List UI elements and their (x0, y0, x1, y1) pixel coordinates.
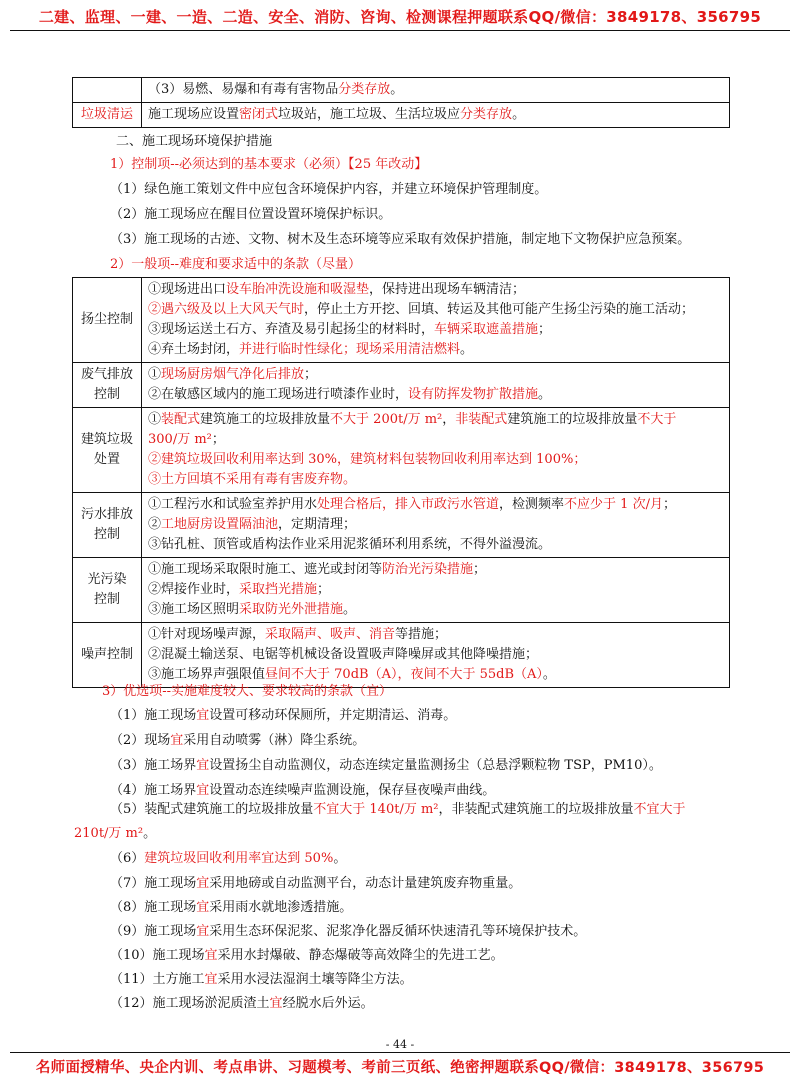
list-item: （2）施工现场应在醒目位置设置环境保护标识。 (110, 207, 392, 222)
page-number: - 44 - (385, 1038, 415, 1051)
table-cell: ①施工现场采取限时施工、遮光或封闭等防治光污染措施； ②焊接作业时，采取挡光措施； ③施工场区照明采取防光外泄措施。 (142, 558, 730, 623)
table-cell: 施工现场应设置密闭式垃圾站，施工垃圾、生活垃圾应分类存放。 (142, 103, 730, 128)
list-item: （12）施工现场淤泥质渣土宜经脱水后外运。 (110, 996, 374, 1011)
control-heading: 1）控制项--必须达到的基本要求（必须）【25 年改动】 (110, 157, 428, 172)
table-cell: （3）易燃、易爆和有毒有害物品分类存放。 (142, 78, 730, 103)
bottom-banner: 名师面授精华、央企内训、考点串讲、习题模考、考前三页纸、绝密押题联系QQ/微信：3849178、356795 (35, 1060, 765, 1076)
list-item: （7）施工现场宜采用地磅或自动监测平台，动态计量建筑废弃物重量。 (110, 876, 522, 891)
list-item: （4）施工场界宜设置动态连续噪声监测设施，保存昼夜噪声曲线。 (110, 783, 496, 798)
table-row (73, 78, 730, 103)
table-row (73, 558, 730, 623)
optional-heading: 3）优选项--实施难度较大、要求较高的条款（宜） (102, 684, 393, 699)
list-item: （5）装配式建筑施工的垃圾排放量不宜大于 140t/万 m²，非装配式建筑施工的垃圾排放量不宜大于 (110, 802, 686, 817)
list-item: （8）施工现场宜采用雨水就地渗透措施。 (110, 900, 353, 915)
category-cell: 建筑垃圾 处置 (73, 408, 142, 493)
category-cell: 光污染 控制 (73, 558, 142, 623)
table-row (73, 103, 730, 128)
table-row (73, 408, 730, 493)
table-cell: ①现场厨房烟气净化后排放； ②在敏感区域内的施工现场进行喷漆作业时，设有防挥发物扩散措施。 (142, 363, 730, 408)
section-heading: 二、施工现场环境保护措施 (116, 134, 273, 149)
measures-table (72, 277, 730, 688)
list-item: （6）建筑垃圾回收利用率宜达到 50%。 (110, 851, 347, 866)
table-row (73, 278, 730, 363)
table-cell: ①针对现场噪声源，采取隔声、吸声、消音等措施； ②混凝土输送泵、电锯等机械设备设置吸声降噪屏或其他降噪措施； ③施工场界声强限值昼间不大于 70dB（A），夜间不大于 55dB（A）。 (142, 623, 730, 688)
top-banner: 二建、监理、一建、一造、二造、安全、消防、咨询、检测课程押题联系QQ/微信：3849178、356795 (38, 8, 762, 26)
table-row (73, 363, 730, 408)
category-cell: 噪声控制 (73, 623, 142, 688)
footer-rule (10, 1052, 790, 1053)
list-item: （2）现场宜采用自动喷雾（淋）降尘系统。 (110, 733, 366, 748)
list-item: （1）绿色施工策划文件中应包含环境保护内容，并建立环境保护管理制度。 (110, 182, 548, 197)
general-heading: 2）一般项--难度和要求适中的条款（尽量） (110, 257, 362, 272)
list-item-continued: 210t/万 m²。 (74, 826, 157, 841)
list-item: （1）施工现场宜设置可移动环保厕所，并定期清运、消毒。 (110, 708, 457, 723)
list-item: （11）土方施工宜采用水浸法湿润土壤等降尘方法。 (110, 972, 413, 987)
table-row (73, 623, 730, 688)
table-row (73, 493, 730, 558)
table-cell: ①现场进出口设车胎冲洗设施和吸湿垫，保持进出现场车辆清洁； ②遇六级及以上大风天气时，停止土方开挖、回填、转运及其他可能产生扬尘污染的施工活动； ③现场运送土石方、弃渣及易引起扬尘的材料时，车辆采取遮盖措施； ④弃土场封闭，并进行临时性绿化；现场采用清洁燃料。 (142, 278, 730, 363)
table-cell: ①工程污水和试验室养护用水处理合格后，排入市政污水管道，检测频率不应少于 1 次/月； ②工地厨房设置隔油池，定期清理； ③钻孔桩、顶管或盾构法作业采用泥浆循环利用系统，不得外溢漫流。 (142, 493, 730, 558)
list-item: （3）施工场界宜设置扬尘自动监测仪，动态连续定量监测扬尘（总悬浮颗粒物 TSP，PM10）。 (110, 758, 662, 773)
list-item: （10）施工现场宜采用水封爆破、静态爆破等高效降尘的先进工艺。 (110, 948, 504, 963)
category-cell: 废气排放 控制 (73, 363, 142, 408)
table-cell: ①装配式建筑施工的垃圾排放量不大于 200t/万 m²，非装配式建筑施工的垃圾排放量不大于 300/万 m²； ②建筑垃圾回收利用率达到 30%，建筑材料包装物回收利用率达到 100%； ③土方回填不采用有毒有害废弃物。 (142, 408, 730, 493)
list-item: （3）施工现场的古迹、文物、树木及生态环境等应采取有效保护措施，制定地下文物保护应急预案。 (110, 232, 691, 247)
waste-table (72, 77, 730, 128)
category-cell: 垃圾清运 (73, 103, 142, 128)
header-rule (10, 30, 790, 31)
category-cell: 污水排放 控制 (73, 493, 142, 558)
category-cell: 扬尘控制 (73, 278, 142, 363)
list-item: （9）施工现场宜采用生态环保泥浆、泥浆净化器反循环快速清孔等环境保护技术。 (110, 924, 587, 939)
empty-cell (73, 78, 142, 103)
